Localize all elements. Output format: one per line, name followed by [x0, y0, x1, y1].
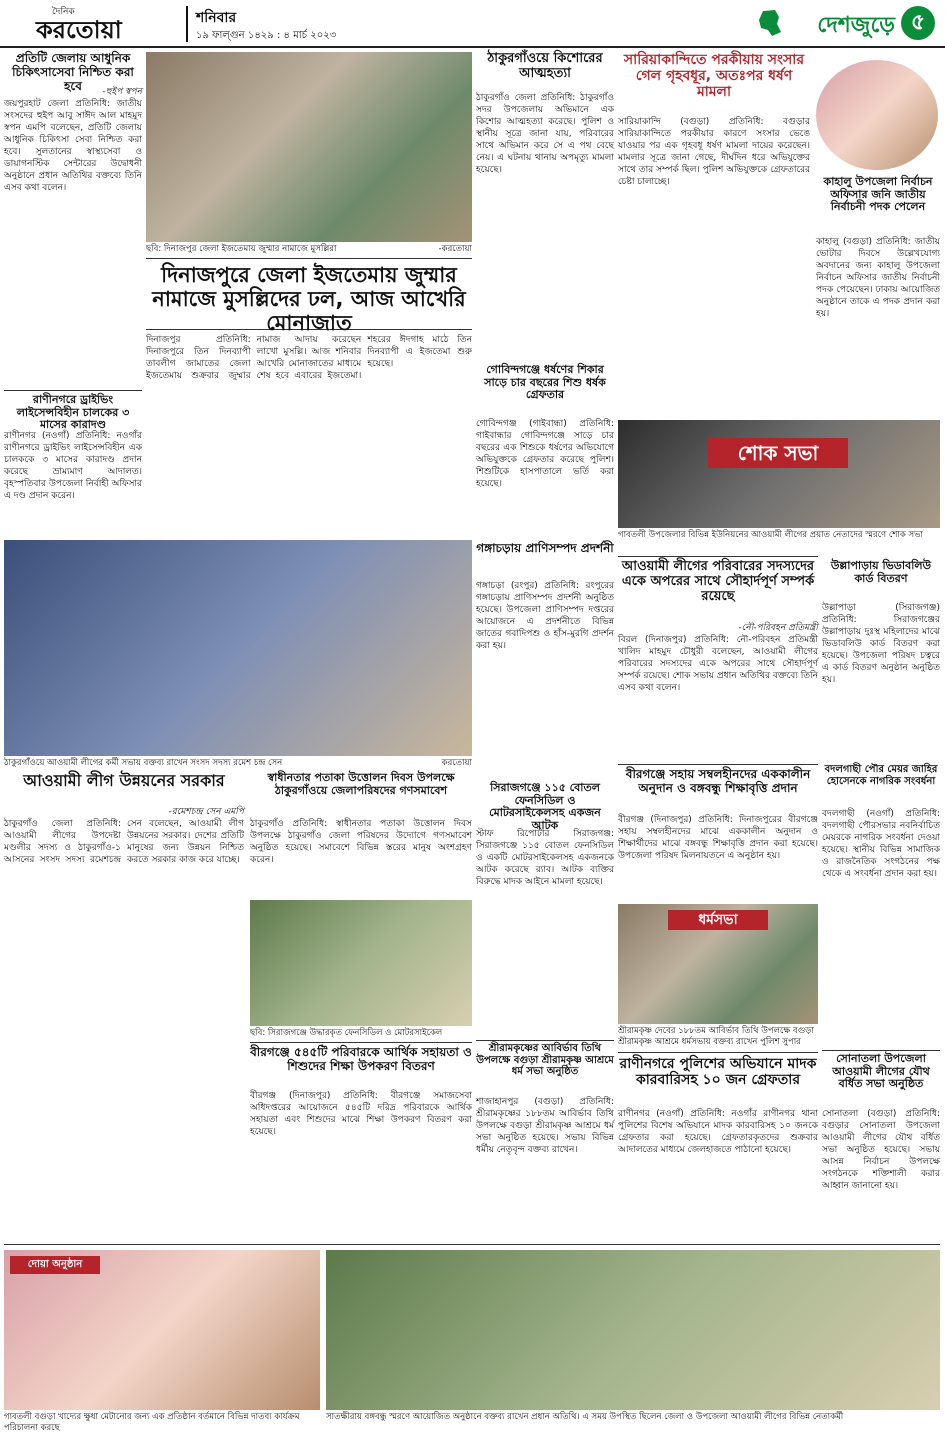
- issue-day: শনিবার: [196, 10, 237, 26]
- bail-headline: রাণীনগরে ড্রাইভিং লাইসেন্সবিহীন চালকের ৩ মাসের কারাদণ্ড: [16, 393, 130, 432]
- ijtema-caption: ছবি: দিনাজপুর জেলা ইজতেমায় জুম্মার নামাজে মুসল্লিরা: [146, 244, 337, 254]
- rape-headline: সারিয়াকান্দিতে পরকীয়ায় সংসার গেল গৃহবধূর, অতঃপর ধর্ষণ মামলা: [623, 52, 805, 101]
- raninagar-body: রাণীনগর (নওগাঁ) প্রতিনিধি: নওগাঁর রাণীনগর থানা পুলিশের বিশেষ অভিযানে মাদক কারবারিসহ ১০ জনকে গ্রেফতার করা হয়েছে। গ্রেফতারকৃতদের শুক্রবার আদালতের মাধ্যমে জেলহাজতে পাঠানো হয়েছে।: [618, 1109, 818, 1155]
- issue-date: ১৯ ফাল্গুন ১৪২৯ : ৪ মার্চ ২০২৩: [196, 30, 337, 41]
- masthead: [0, 0, 945, 48]
- shoksobha-byline: -নৌ-পরিবহন প্রতিমন্ত্রী: [738, 623, 818, 633]
- official-portrait: [816, 60, 938, 170]
- bottom-left-caption: গাবতলী বগুড়া খাদ্যের ক্ষুধা মেটানোর জন্য এক প্রতিষ্ঠান বর্তমানে বিভিন্ন দাতব্য কার্যক্রম পরিচালনা করছে: [4, 1412, 300, 1433]
- paper-prefix: দৈনিক: [52, 7, 75, 17]
- medal-headline: কাহালু উপজেলা নির্বাচন অফিসার জনি জাতীয় নির্বাচনী পদক পেলেন: [823, 175, 933, 214]
- ijtema-photo: [146, 52, 472, 242]
- health-body: জয়পুরহাট জেলা প্রতিনিধি: জাতীয় সংসদের হুইপ আবু সাঈদ আল মাহমুদ স্বপন এমপি বলেছেন, প্রতিটি জেলায় আধুনিক চিকিৎসা সেবা নিশ্চিত করা হবে। সুলতানের স্বাস্থ্যসেবা ও ডায়াগনস্টিক সেন্টারের উদ্বোধনী অনুষ্ঠানে প্রধান অতিথির বক্তব্যে তিনি এসব কথা বলেন।: [4, 99, 142, 193]
- awami-credit: করতোয়া: [441, 758, 472, 768]
- section-title: দেশজুড়ে: [817, 13, 895, 38]
- teen-body: গোবিন্দগঞ্জ (গাইবান্ধা) প্রতিনিধি: গাইবান্ধার গোবিন্দগঞ্জে সাড়ে চার বছরের এক শিশুকে ধর্ষণের অভিযোগে অভিযুক্তকে গ্রেফতার করেছে পুলিশ। শিশুটিকে হাসপাতালে ভর্তি করা হয়েছে।: [476, 419, 614, 489]
- rape-body: সারিয়াকান্দি (বগুড়া) প্রতিনিধি: বগুড়ার সারিয়াকান্দিতে পরকীয়ার কারণে সংসার ভেঙে যাওয়ার পর এক গৃহবধূ ধর্ষণ মামলা দায়ের করেছেন। মামলার সূত্রে জানা গেছে, দীর্ঘদিন ধরে অভিযুক্তের সাথে তার সম্পর্ক ছিল। পুলিশ অভিযুক্তকে গ্রেফতারের চেষ্টা চালাচ্ছে।: [618, 117, 810, 187]
- shoksobha-headline: আওয়ামী লীগের পরিবারের সদস্যদের একে অপরের সাথে সৌহার্দপূর্ণ সম্পর্ক রয়েছে: [618, 556, 818, 618]
- divider: [4, 1244, 940, 1245]
- flag-body: ঠাকুরগাঁও প্রতিনিধি: স্বাধীনতার পতাকা উত্তোলন দিবস উপলক্ষে ঠাকুরগাঁও জেলা পরিষদের উদ্যোগে গণসমাবেশ অনুষ্ঠিত হয়েছে। সমাবেশে বিভিন্ন স্তরের মানুষ অংশগ্রহণ করেন।: [250, 819, 472, 865]
- livestock-headline: গঙ্গাচড়ায় প্রাণিসম্পদ প্রদর্শনী: [476, 541, 614, 555]
- scholarship-body: বীরগঞ্জ (দিনাজপুর) প্রতিনিধি: দিনাজপুরের বীরগঞ্জে সহায় সম্বলহীনদের মাঝে এককালীন অনুদান ও শিক্ষার্থীদের মাঝে বঙ্গবন্ধু শিক্ষাবৃত্তি প্রদান করা হয়েছে। উপজেলা পরিষদ মিলনায়তনে এ অনুষ্ঠান হয়।: [618, 815, 818, 861]
- scholarship-headline: বীরগঞ্জে সহায় সম্বলহীনদের এককালীন অনুদান ও বঙ্গবন্ধু শিক্ষাবৃত্তি প্রদান: [618, 764, 818, 812]
- phensedyl-caption: ছবি: সিরাজগঞ্জে উদ্ধারকৃত ফেনসিডিল ও মোটরসাইকেল: [250, 1028, 443, 1038]
- shoksobha-banner: শোক সভা: [708, 438, 848, 468]
- divider: [4, 390, 142, 391]
- dharmasabha-photo: [618, 904, 818, 1024]
- dharmasabha-caption: শ্রীরামকৃষ্ণ দেবের ১৮৮তম আবির্ভাব তিথি উপলক্ষে বগুড়া শ্রীরামকৃষ্ণ আশ্রমে ধর্মসভায় বক্তব্য রাখেন পুলিশ সুপার: [618, 1026, 814, 1047]
- ijtema-headline: দিনাজপুরে জেলা ইজতেমায় জুম্মার নামাজে মুসল্লিদের ঢল, আজ আখেরি মোনাজাত: [146, 258, 472, 330]
- winter-body: উল্লাপাড়া (সিরাজগঞ্জ) প্রতিনিধি: সিরাজগঞ্জের উল্লাপাড়ায় দুঃস্থ মহিলাদের মাঝে ভিডাবলিউ কার্ড বিতরণ করা হয়েছে। উপজেলা পরিষদ চত্বরে এ কার্ড বিতরণ অনুষ্ঠান অনুষ্ঠিত হয়।: [822, 603, 940, 685]
- phensedyl-headline: সিরাজগঞ্জে ১১৫ বোতল ফেনসিডিল ও মোটরসাইকেলসহ একজন আটক: [489, 781, 601, 832]
- sriram-body: শাজাহানপুর (বগুড়া) প্রতিনিধি: শ্রীরামকৃষ্ণের ১৮৮তম আবির্ভাব তিথি উপলক্ষে বগুড়া শ্রীরামকৃষ্ণ আশ্রমে ধর্ম সভা অনুষ্ঠিত হয়েছে। সভায় বিভিন্ন ধর্মীয় নেতৃবৃন্দ বক্তব্য রাখেন।: [476, 1097, 614, 1155]
- birganj-headline: বীরগঞ্জে ৫৪৫টি পরিবারকে আর্থিক সহায়তা ও শিশুদের শিক্ষা উপকরণ বিতরণ: [250, 1042, 472, 1088]
- awami-body: ঠাকুরগাঁও জেলা প্রতিনিধি: আওয়ামী লীগের উপদেষ্টা মণ্ডলীর সদস্য ও ঠাকুরগাঁও-১ আসনের সংসদ সদস্য রমেশচন্দ্র সেন বলেছেন, আওয়ামী লীগ উন্নয়নের সরকার। দেশের প্রতিটি মানুষের জন্য উন্নয়ন নিশ্চিত করতে সরকার কাজ করে যাচ্ছে।: [4, 819, 244, 865]
- bangladesh-map-icon: [755, 8, 785, 38]
- teen-headline: গোবিন্দগঞ্জে ধর্ষণের শিকার সাড়ে চার বছরের শিশু ধর্ষক গ্রেফতার: [484, 363, 606, 402]
- page-number: ৫: [901, 6, 935, 40]
- livestock-body: গঙ্গাচড়া (রংপুর) প্রতিনিধি: রংপুরের গঙ্গাচড়ায় প্রাণিসম্পদ প্রদর্শনী অনুষ্ঠিত হয়েছে। উপজেলা প্রাণিসম্পদ দপ্তরের আয়োজনে এ প্রদর্শনীতে বিভিন্ন জাতের গবাদিপশু ও হাঁস-মুরগি প্রদর্শন করা হয়।: [476, 581, 614, 651]
- bottom-left-banner: দোয়া অনুষ্ঠান: [10, 1256, 100, 1274]
- shoksobha-photo: [618, 420, 940, 528]
- birganj-body: বীরগঞ্জ (দিনাজপুর) প্রতিনিধি: বীরগঞ্জে সমাজসেবা অধিদপ্তরের আয়োজনে ৫৪৫টি দরিদ্র পরিবারকে আর্থিক সহায়তা এবং শিশুদের মাঝে শিক্ষা উপকরণ বিতরণ করা হয়েছে।: [250, 1091, 472, 1137]
- awami-photo: [4, 540, 472, 756]
- masthead-divider: [186, 6, 188, 42]
- paper-logo: করতোয়া: [36, 15, 122, 44]
- winter-headline: উল্লাপাড়ায় ভিডাবলিউ কার্ড বিতরণ: [830, 559, 932, 585]
- flag-headline: স্বাধীনতার পতাকা উত্তোলন দিবস উপলক্ষে ঠাকুরগাঁওয়ে জেলাপরিষদের গণসমাবেশ: [267, 771, 455, 797]
- sonatala-body: সোনাতলা (বগুড়া) প্রতিনিধি: বগুড়ার সোনাতলা উপজেলা আওয়ামী লীগের যৌথ বর্ধিত সভা অনুষ্ঠিত হয়েছে। সভায় আসন্ন নির্বাচন উপলক্ষে সংগঠনকে শক্তিশালী করার আহ্বান জানানো হয়।: [822, 1109, 940, 1191]
- bottom-right-caption: সাতক্ষীরায় বঙ্গবন্ধু স্মরণে আয়োজিত অনুষ্ঠানে বক্তব্য রাখেন প্রধান অতিথি। এ সময় উপস্থিত ছিলেন জেলা ও উপজেলা আওয়ামী লীগের বিভিন্ন নেতাকর্মী: [326, 1412, 844, 1422]
- raninagar-headline: রাণীনগরে পুলিশের অভিযানে মাদক কারবারিসহ ১০ জন গ্রেফতার: [618, 1052, 818, 1106]
- suicide-headline: ঠাকুরগাঁওয়ে কিশোরের আত্মহত্যা: [487, 51, 603, 81]
- suicide-body: ঠাকুরগাঁও জেলা প্রতিনিধি: ঠাকুরগাঁও সদর উপজেলায় অভিমানে এক কিশোর আত্মহত্যা করেছে। পুলিশ ও স্থানীয় সূত্রে জানা যায়, পরিবারের সাথে অভিমান করে সে এ পথ বেছে নেয়। এ ঘটনায় থানায় অপমৃত্যু মামলা হয়েছে।: [476, 93, 614, 175]
- bottom-left-photo: [4, 1250, 320, 1410]
- receive-headline: বদলগাছী পৌর মেয়র জাহির হোসেনকে নাগরিক সংবর্ধনা: [824, 764, 938, 787]
- sriram-headline: শ্রীরামকৃষ্ণের আবির্ভাব তিথি উপলক্ষে বগুড়া শ্রীরামকৃষ্ণ আশ্রমে ধর্ম সভা অনুষ্ঠিত: [476, 1040, 614, 1094]
- receive-body: বদলগাছী (নওগাঁ) প্রতিনিধি: বদলগাছী পৌরসভার নবনির্বাচিত মেয়রকে নাগরিক সংবর্ধনা দেওয়া হয়েছে। স্থানীয় বিভিন্ন সামাজিক ও রাজনৈতিক সংগঠনের পক্ষ থেকে এ সংবর্ধনা প্রদান করা হয়।: [822, 809, 940, 879]
- ijtema-credit: -করতোয়া: [438, 244, 472, 254]
- shoksobha-caption: গাবতলী উপজেলার বিভিন্ন ইউনিয়নের আওয়ামী লীগের প্রয়াত নেতাদের স্মরণে শোক সভা: [618, 530, 923, 540]
- health-byline: -হুইপ স্বপন: [102, 87, 142, 97]
- bail-body: রাণীনগর (নওগাঁ) প্রতিনিধি: নওগাঁর রাণীনগরে ড্রাইভিং লাইসেন্সবিহীন এক চালককে ৩ মাসের কারাদণ্ড প্রদান করেছে ভ্রাম্যমাণ আদালত। বৃহস্পতিবার উপজেলা নির্বাহী অফিসার এ দণ্ড প্রদান করেন।: [4, 431, 142, 501]
- shoksobha-body: বিরল (দিনাজপুর) প্রতিনিধি: নৌ-পরিবহন প্রতিমন্ত্রী খালিদ মাহমুদ চৌধুরী বলেছেন, আওয়ামী লীগের পরিবারের সদস্যদের একে অপরের সাথে সৌহার্দপূর্ণ সম্পর্ক রয়েছে। শোক সভায় প্রধান অতিথির বক্তব্যে তিনি এসব কথা বলেন।: [618, 635, 818, 693]
- awami-byline: -রমেশচন্দ্র সেন এমপি: [168, 807, 244, 817]
- sonatala-headline: সোনাতলা উপজেলা আওয়ামী লীগের যৌথ বর্ধিত সভা অনুষ্ঠিত: [822, 1050, 940, 1106]
- dharmasabha-banner: ধর্মসভা: [668, 910, 768, 930]
- bottom-right-photo: [326, 1250, 940, 1410]
- ijtema-body: দিনাজপুর প্রতিনিধি: দিনাজপুরে তিন দিনব্যাপী তাবলীগ জামাতের জেলা ইজতেমায় শুক্রবার জুম্মার নামাজ আদায় করেছেন লাখো মুসল্লি। আজ শনিবার আখেরি মোনাজাতের মাধ্যমে শেষ হবে এবারের ইজতেমা। শহরের ঈদগাহ মাঠে তিন দিনব্যাপী এ ইজতেমা শুরু হয়েছে।: [146, 335, 472, 381]
- phensedyl-photo: [250, 900, 472, 1026]
- health-headline: প্রতিটি জেলায় আধুনিক চিকিৎসাসেবা নিশ্চিত করা হবে: [12, 51, 134, 93]
- awami-headline: আওয়ামী লীগ উন্নয়নের সরকার: [23, 771, 225, 790]
- phensedyl-body: স্টাফ রিপোর্টার সিরাজগঞ্জ: সিরাজগঞ্জে ১১৫ বোতল ফেনসিডিল ও একটি মোটরসাইকেলসহ একজনকে আটক করেছে র‍্যাব। আটক ব্যক্তির বিরুদ্ধে মাদক আইনে মামলা হয়েছে।: [476, 829, 614, 887]
- awami-caption: ঠাকুরগাঁওয়ে আওয়ামী লীগের কর্মী সভায় বক্তব্য রাখেন সংসদ সদস্য রমেশ চন্দ্র সেন: [4, 758, 283, 768]
- medal-body: কাহালু (বগুড়া) প্রতিনিধি: জাতীয় ভোটার দিবসে উল্লেখযোগ্য অবদানের জন্য কাহালু উপজেলা নির্বাচন অফিসার জাতীয় নির্বাচনী পদক পেয়েছেন। ঢাকায় আয়োজিত অনুষ্ঠানে তাকে এ পদক প্রদান করা হয়।: [816, 237, 940, 319]
